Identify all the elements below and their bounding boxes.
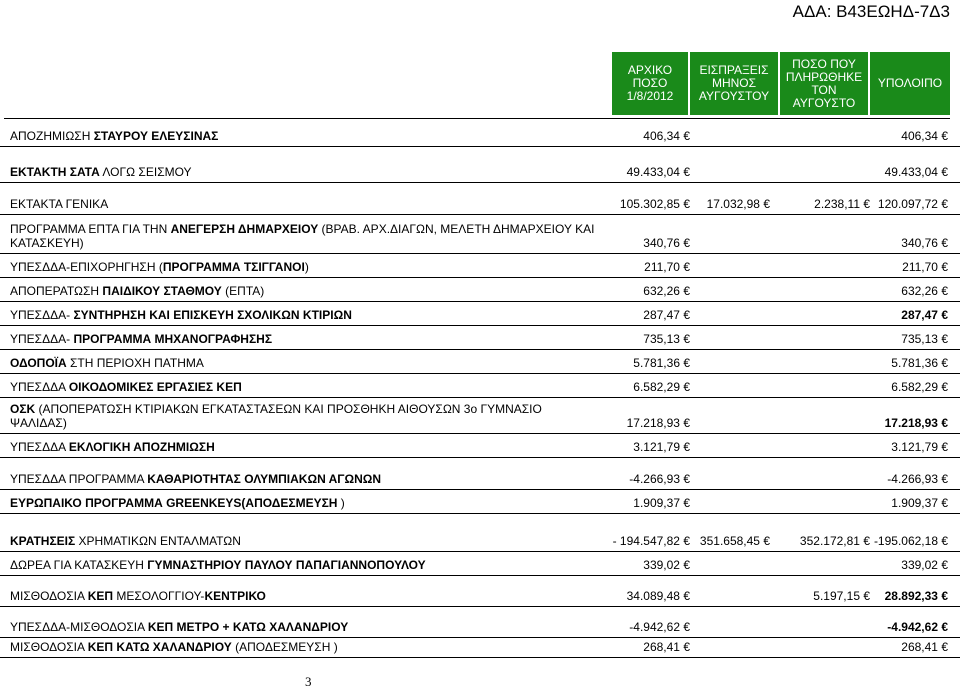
cell-receipts xyxy=(690,575,770,603)
description-text: ΥΠΕΣΔΔΑ xyxy=(10,380,69,394)
table-row xyxy=(0,397,960,434)
cell-receipts xyxy=(690,146,770,179)
cell-initial-amount: 5.781,36 € xyxy=(633,356,690,370)
description-text: ΥΠΕΣΔΔΑ ΠΡΟΓΡΑΜΜΑ xyxy=(10,472,148,486)
description-emphasis: ΑΝΕΓΕΡΣΗ ΔΗΜΑΡΧΕΙΟΥ xyxy=(170,222,319,236)
description-text: ΑΠΟΖΗΜΙΩΣΗ xyxy=(10,129,94,143)
description-text: ΔΩΡΕΑ ΓΙΑ ΚΑΤΑΣΚΕΥΗ xyxy=(10,558,148,572)
cell-initial-amount: 340,76 € xyxy=(643,236,690,250)
header-amount-paid: ΠΟΣΟ ΠΟΥ ΠΛΗΡΩΘΗΚΕ ΤΟΝ ΑΥΓΟΥΣΤΟ xyxy=(780,52,868,115)
cell-receipts xyxy=(690,637,770,654)
cell-balance: 268,41 € xyxy=(901,640,948,654)
description-emphasis: ΚΕΝΤΡΙΚΟ xyxy=(204,589,266,603)
description-text: (ΑΠΟΔΕΣΜΕΥΣΗ ) xyxy=(231,640,338,654)
cell-paid xyxy=(770,120,870,143)
cell-balance: 406,34 € xyxy=(901,129,948,143)
description-emphasis: ΠΑΙΔΙΚΟΥ ΣΤΑΘΜΟΥ xyxy=(102,284,222,298)
cell-receipts xyxy=(690,606,770,634)
cell-paid xyxy=(770,457,870,486)
description-emphasis: ΠΡΟΓΡΑΜΜΑ ΜΗΧΑΝΟΓΡΑΦΗΣΗΣ xyxy=(73,332,273,346)
cell-paid xyxy=(770,214,870,250)
description-emphasis: ΚΕΠ xyxy=(87,589,114,603)
description-text: ΥΠΕΣΔΔΑ-ΜΙΣΘΟΔΟΣΙΑ xyxy=(10,620,148,634)
cell-paid xyxy=(770,277,870,298)
cell-initial-amount: 6.582,29 € xyxy=(633,380,690,394)
cell-balance: -4.266,93 € xyxy=(887,472,948,486)
description-text: ) xyxy=(337,496,345,510)
row-description xyxy=(10,332,600,346)
cell-receipts xyxy=(690,301,770,322)
description-emphasis: ΟΣΚ xyxy=(10,402,36,416)
description-text: ΕΚΤΑΚΤΑ ΓΕΝΙΚΑ xyxy=(10,197,109,211)
cell-balance: -4.942,62 € xyxy=(887,620,948,634)
row-description xyxy=(10,308,600,322)
cell-receipts xyxy=(690,120,770,143)
cell-receipts xyxy=(690,457,770,486)
table-row xyxy=(0,349,960,374)
table-row xyxy=(0,433,960,458)
table-row xyxy=(0,214,960,254)
cell-initial-amount: 105.302,85 € xyxy=(619,197,690,211)
cell-receipts xyxy=(690,349,770,370)
description-text: ΛΟΓΩ ΣΕΙΣΜΟΥ xyxy=(99,165,192,179)
header-initial-amount: ΑΡΧΙΚΟ ΠΟΣΟ 1/8/2012 xyxy=(612,52,688,115)
description-emphasis: ΕΥΡΩΠΑΙΚΟ ΠΡΟΓΡΑΜΜΑ GREENKEYS(ΑΠΟΔΕΣΜΕΥΣΗ xyxy=(10,496,338,510)
cell-receipts xyxy=(690,397,770,430)
row-description xyxy=(10,558,600,572)
cell-paid xyxy=(770,551,870,572)
description-text: ΥΠΕΣΔΔΑ-ΕΠΙΧΟΡΗΓΗΣΗ ( xyxy=(10,260,163,274)
cell-paid xyxy=(770,489,870,510)
description-text: (ΒΡΑΒ. ΑΡΧ.ΔΙΑΓΩΝ, ΜΕΛΕΤΗ ΔΗΜΑΡΧΕΙΟΥ ΚΑΙ ΚΑΤΑΣΚΕΥΗ) xyxy=(10,222,595,250)
description-text: ΜΕΣΟΛΟΓΓΙΟΥ- xyxy=(113,589,205,603)
cell-balance: 339,02 € xyxy=(901,558,948,572)
description-emphasis: ΣΥΝΤΗΡΗΣΗ ΚΑΙ ΕΠΙΣΚΕΥΗ ΣΧΟΛΙΚΩΝ ΚΤΙΡΙΩΝ xyxy=(73,308,352,322)
cell-paid xyxy=(770,373,870,394)
table-row xyxy=(0,325,960,350)
description-text: ΣΤΗ ΠΕΡΙΟΧΗ ΠΑΤΗΜΑ xyxy=(66,356,204,370)
cell-initial-amount: 268,41 € xyxy=(643,640,690,654)
cell-paid xyxy=(770,606,870,634)
row-description xyxy=(10,496,600,510)
description-text: ΜΙΣΘΟΔΟΣΙΑ xyxy=(10,640,88,654)
cell-initial-amount: 287,47 € xyxy=(643,308,690,322)
cell-balance: 1.909,37 € xyxy=(891,496,948,510)
description-emphasis: ΠΡΟΓΡΑΜΜΑ ΤΣΙΓΓΑΝΟΙ xyxy=(162,260,305,274)
cell-paid xyxy=(770,637,870,654)
cell-receipts xyxy=(690,373,770,394)
cell-paid xyxy=(770,253,870,274)
description-text: (ΕΠΤΑ) xyxy=(221,284,265,298)
table-row xyxy=(0,575,960,607)
page-number: 3 xyxy=(305,674,312,689)
header-rule xyxy=(4,118,950,119)
cell-initial-amount: 406,34 € xyxy=(643,129,690,143)
cell-balance: 632,26 € xyxy=(901,284,948,298)
cell-balance: -195.062,18 € xyxy=(873,534,948,548)
description-emphasis: ΓΥΜΝΑΣΤΗΡΙΟΥ ΠΑΥΛΟΥ ΠΑΠΑΓΙΑΝΝΟΠΟΥΛΟΥ xyxy=(147,558,426,572)
cell-paid xyxy=(770,325,870,346)
cell-receipts xyxy=(690,489,770,510)
cell-receipts xyxy=(690,551,770,572)
table-row xyxy=(0,637,960,658)
cell-paid xyxy=(770,433,870,454)
cell-balance: 3.121,79 € xyxy=(891,440,948,454)
cell-receipts xyxy=(690,433,770,454)
ada-watermark: ΑΔΑ: Β43ΕΩΗΔ-7Δ3 xyxy=(792,2,950,21)
row-description xyxy=(10,472,600,486)
row-description xyxy=(10,165,600,179)
cell-balance: 211,70 € xyxy=(902,260,948,274)
row-description xyxy=(10,260,600,274)
cell-balance: 6.582,29 € xyxy=(891,380,948,394)
description-text: ΧΡΗΜΑΤΙΚΩΝ ΕΝΤΑΛΜΑΤΩΝ xyxy=(75,534,241,548)
cell-initial-amount: 49.433,04 € xyxy=(626,165,690,179)
row-description xyxy=(10,589,600,603)
row-description xyxy=(10,284,600,298)
table-row xyxy=(0,457,960,490)
table-row xyxy=(0,301,960,326)
row-description xyxy=(10,640,600,654)
cell-balance: 340,76 € xyxy=(901,236,948,250)
description-emphasis: ΚΕΠ ΜΕΤΡΟ + ΚΑΤΩ ΧΑΛΑΝΔΡΙΟΥ xyxy=(147,620,349,634)
table-row xyxy=(0,489,960,514)
header-balance: ΥΠΟΛΟΙΠΟ xyxy=(870,52,950,115)
cell-balance: 287,47 € xyxy=(901,308,948,322)
table-row xyxy=(0,373,960,398)
description-text: ΥΠΕΣΔΔΑ- xyxy=(10,308,74,322)
cell-balance: 28.892,33 € xyxy=(884,589,948,603)
cell-initial-amount: 211,70 € xyxy=(644,260,690,274)
cell-initial-amount: -4.942,62 € xyxy=(629,620,690,634)
header-monthly-receipts: ΕΙΣΠΡΑΞΕΙΣ ΜΗΝΟΣ ΑΥΓΟΥΣΤΟΥ xyxy=(690,52,778,115)
cell-receipts xyxy=(690,214,770,250)
description-text: ΥΠΕΣΔΔΑ xyxy=(10,440,69,454)
description-text: ΥΠΕΣΔΔΑ- xyxy=(10,332,74,346)
cell-paid: 352.172,81 € xyxy=(799,534,870,548)
row-description xyxy=(10,402,600,430)
cell-balance: 49.433,04 € xyxy=(884,165,948,179)
description-text: ΠΡΟΓΡΑΜΜΑ ΕΠΤΑ ΓΙΑ ΤΗΝ xyxy=(10,222,171,236)
cell-initial-amount: 735,13 € xyxy=(643,332,690,346)
cell-paid xyxy=(770,349,870,370)
cell-paid xyxy=(770,397,870,430)
cell-paid: 5.197,15 € xyxy=(813,589,870,603)
cell-receipts: 351.658,45 € xyxy=(699,534,770,548)
table-row xyxy=(0,182,960,215)
row-description xyxy=(10,534,600,548)
cell-balance: 120.097,72 € xyxy=(877,197,948,211)
description-text: ) xyxy=(304,260,309,274)
table-row xyxy=(0,606,960,638)
cell-initial-amount: 339,02 € xyxy=(643,558,690,572)
cell-initial-amount: 632,26 € xyxy=(643,284,690,298)
description-emphasis: ΟΙΚΟΔΟΜΙΚΕΣ ΕΡΓΑΣΙΕΣ ΚΕΠ xyxy=(68,380,242,394)
table-row xyxy=(0,551,960,576)
description-emphasis: ΕΚΛΟΓΙΚΗ ΑΠΟΖΗΜΙΩΣΗ xyxy=(68,440,215,454)
cell-receipts xyxy=(690,253,770,274)
table-row xyxy=(0,120,960,147)
cell-initial-amount: -4.266,93 € xyxy=(629,472,690,486)
cell-receipts: 17.032,98 € xyxy=(706,197,770,211)
row-description xyxy=(10,222,600,250)
cell-paid xyxy=(770,146,870,179)
cell-initial-amount: 3.121,79 € xyxy=(633,440,690,454)
cell-receipts xyxy=(690,277,770,298)
description-emphasis: ΚΕΠ ΚΑΤΩ ΧΑΛΑΝΔΡΙΟΥ xyxy=(87,640,232,654)
description-emphasis: ΕΚΤΑΚΤΗ ΣΑΤΑ xyxy=(10,165,100,179)
description-text: ΑΠΟΠΕΡΑΤΩΣΗ xyxy=(10,284,103,298)
cell-paid: 2.238,11 € xyxy=(814,197,870,211)
cell-initial-amount: 1.909,37 € xyxy=(633,496,690,510)
description-emphasis: ΚΡΑΤΗΣΕΙΣ xyxy=(10,534,76,548)
cell-paid xyxy=(770,301,870,322)
row-description xyxy=(10,620,600,634)
table-row xyxy=(0,146,960,183)
row-description xyxy=(10,197,600,211)
cell-initial-amount: 17.218,93 € xyxy=(626,416,690,430)
cell-initial-amount: 34.089,48 € xyxy=(626,589,690,603)
description-text: ΜΙΣΘΟΔΟΣΙΑ xyxy=(10,589,88,603)
table-row xyxy=(0,277,960,302)
cell-balance: 5.781,36 € xyxy=(891,356,948,370)
row-description xyxy=(10,380,600,394)
row-description xyxy=(10,440,600,454)
description-emphasis: ΟΔΟΠΟΪΑ xyxy=(10,356,67,370)
cell-balance: 17.218,93 € xyxy=(884,416,948,430)
cell-initial-amount: - 194.547,82 € xyxy=(612,534,690,548)
table-row xyxy=(0,513,960,552)
description-emphasis: ΚΑΘΑΡΙΟΤΗΤΑΣ ΟΛΥΜΠΙΑΚΩΝ ΑΓΩΝΩΝ xyxy=(147,472,382,486)
description-text: (ΑΠΟΠΕΡΑΤΩΣΗ ΚΤΙΡΙΑΚΩΝ ΕΓΚΑΤΑΣΤΑΣΕΩΝ ΚΑΙ ΠΡΟΣΘΗΚΗ ΑΙΘΟΥΣΩΝ 3ο ΓΥΜΝΑΣΙΟ ΨΑΛΙΔΑΣ) xyxy=(10,402,542,430)
cell-receipts xyxy=(690,325,770,346)
cell-balance: 735,13 € xyxy=(901,332,948,346)
table-row xyxy=(0,253,960,278)
description-emphasis: ΣΤΑΥΡΟΥ ΕΛΕΥΣΙΝΑΣ xyxy=(93,129,219,143)
row-description xyxy=(10,129,600,143)
row-description xyxy=(10,356,600,370)
